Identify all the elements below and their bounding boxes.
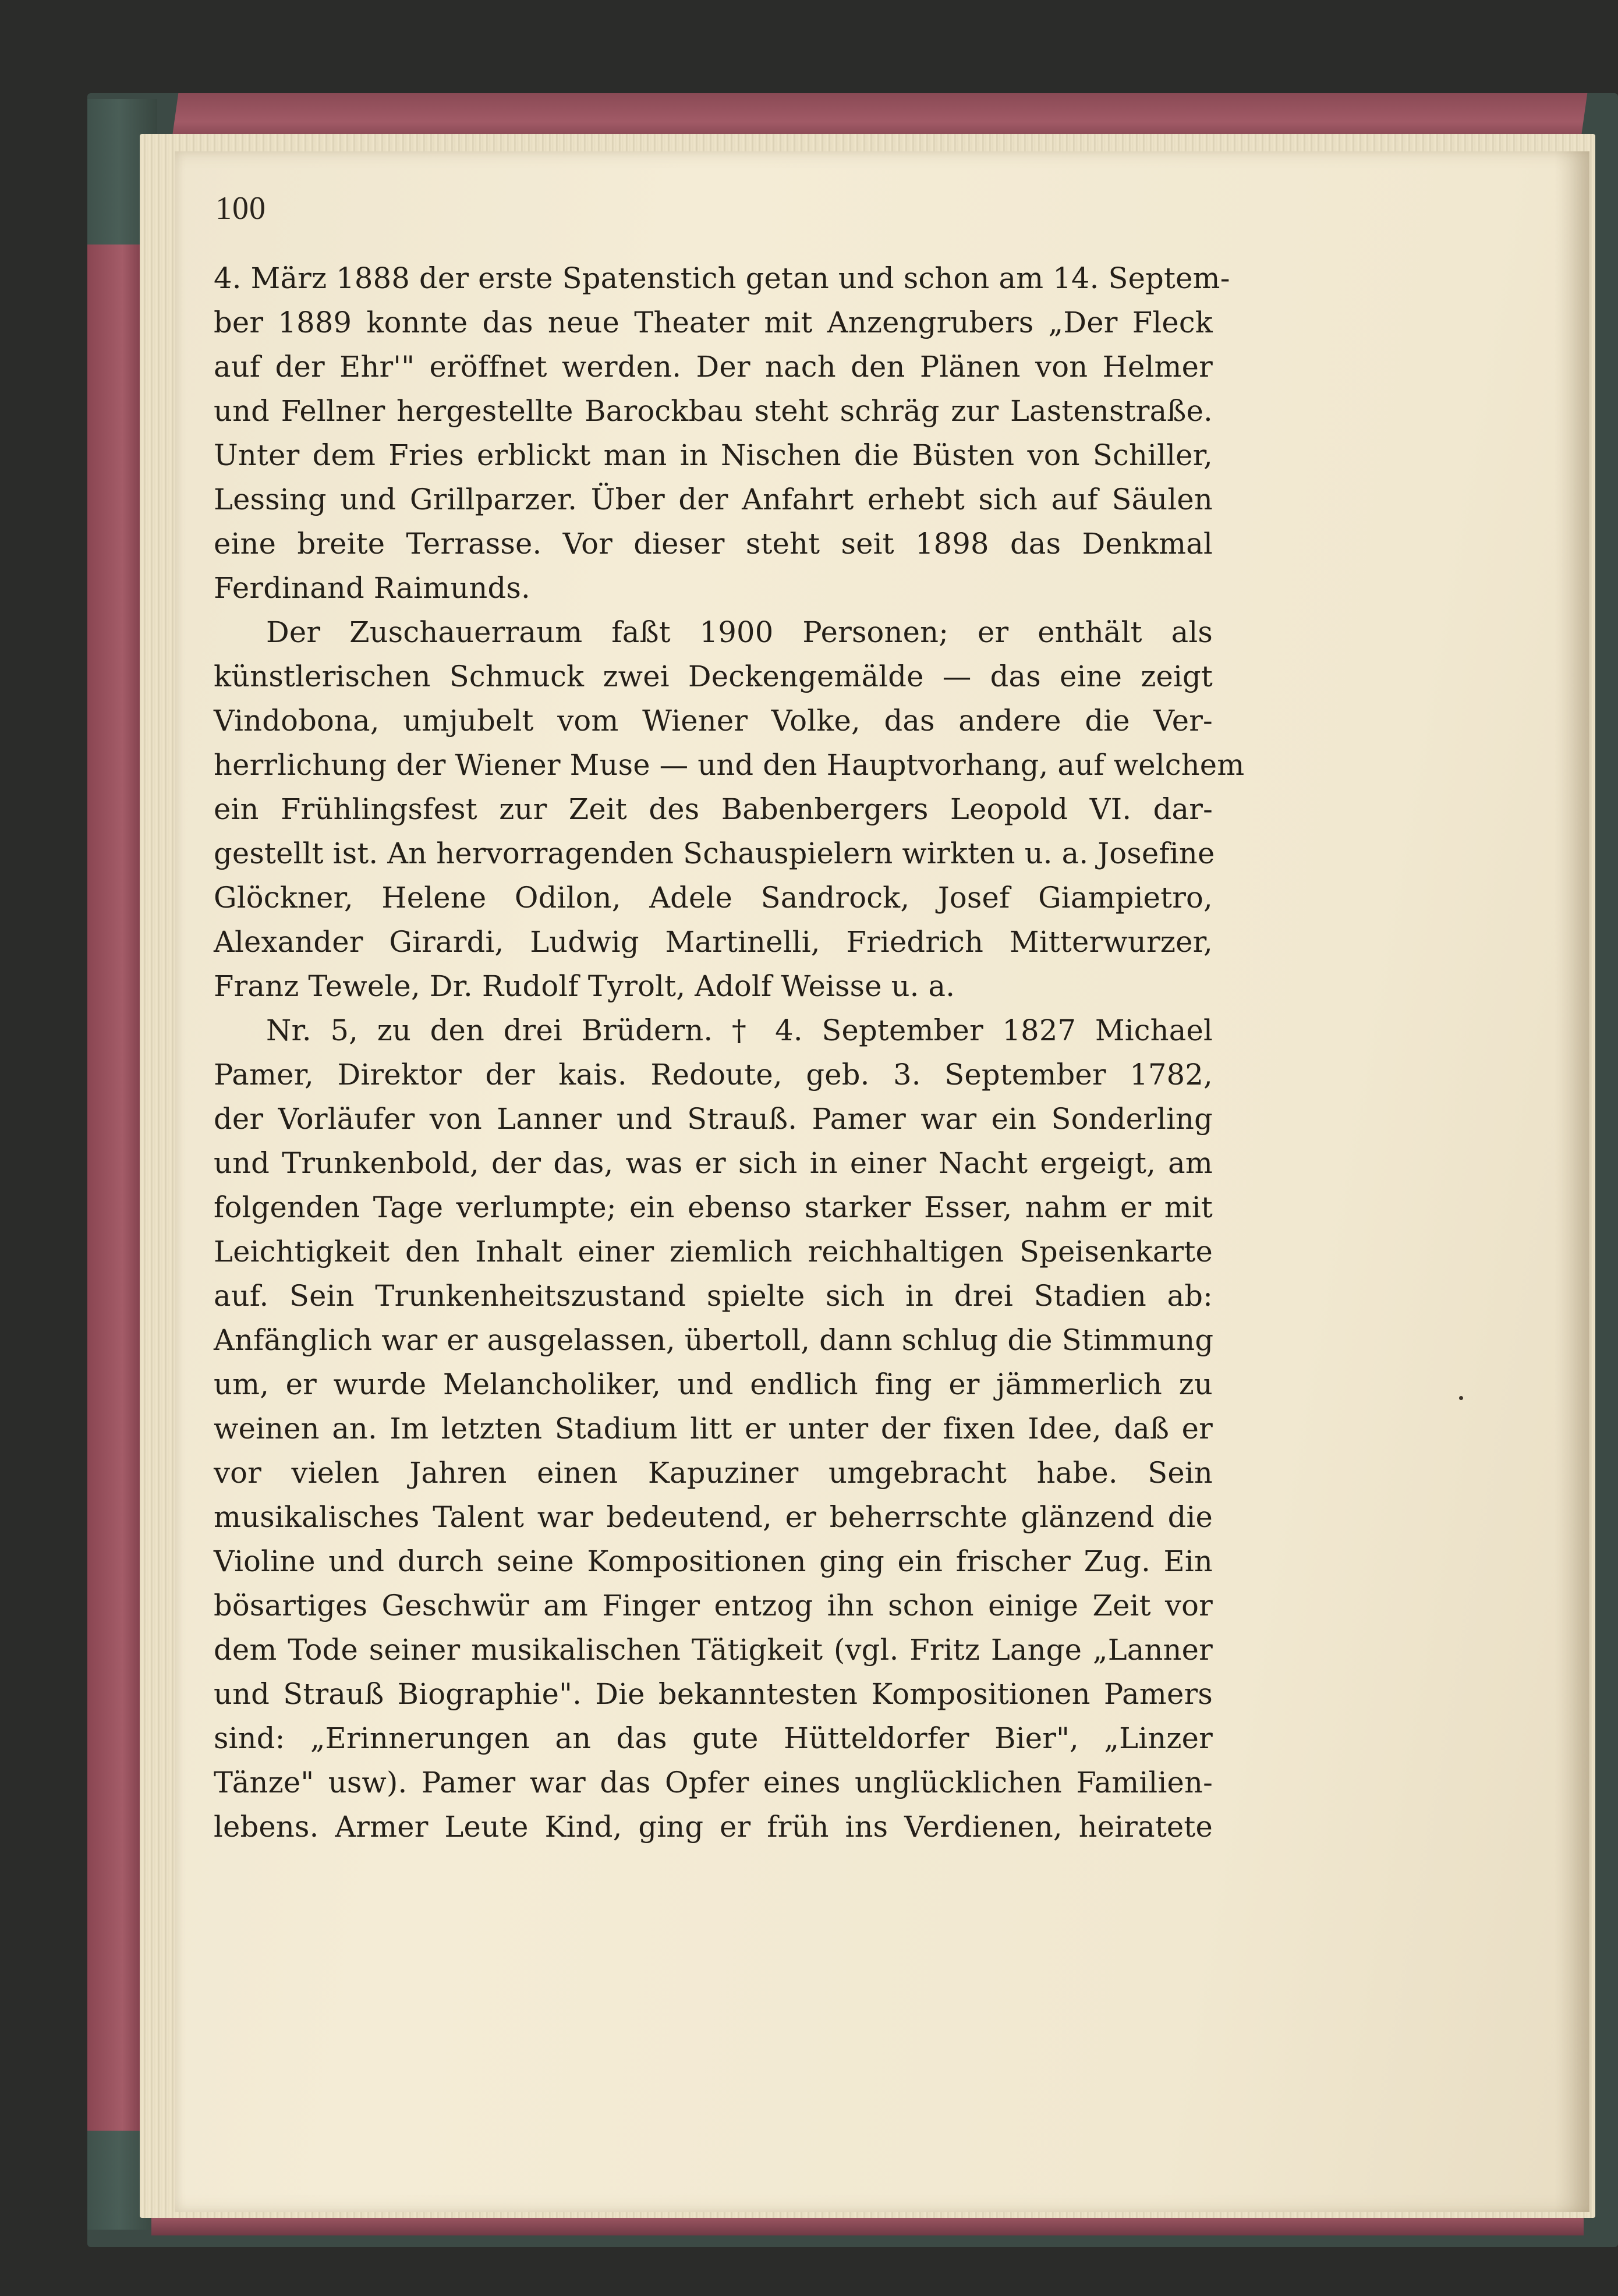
text-line: um, er wurde Melancholiker, und endlich fing er jämmerlich zu: [214, 1367, 1213, 1401]
text-line: dem Tode seiner musikalischen Tätigkeit (vgl. Fritz Lange „Lanner: [214, 1633, 1213, 1667]
text-line: und Strauß Biographie". Die bekanntesten Kompositionen Pamers: [214, 1677, 1213, 1711]
text-line: Pamer, Direktor der kais. Redoute, geb. 3. September 1782,: [214, 1058, 1213, 1092]
text-line: Vindobona, umjubelt vom Wiener Volke, das andere die Ver-: [214, 704, 1213, 738]
text-line: künstlerischen Schmuck zwei Deckengemälde — das eine zeigt: [214, 660, 1213, 693]
text-line: bösartiges Geschwür am Finger entzog ihn schon einige Zeit vor: [214, 1589, 1213, 1622]
text-line: der Vorläufer von Lanner und Strauß. Pamer war ein Sonderling: [214, 1102, 1213, 1136]
text-line: vor vielen Jahren einen Kapuziner umgebracht habe. Sein: [214, 1456, 1213, 1490]
text-line: Anfänglich war er ausgelassen, übertoll, dann schlug die Stimmung: [214, 1323, 1214, 1357]
text-line: ein Frühlingsfest zur Zeit des Babenbergers Leopold VI. dar-: [214, 792, 1213, 826]
ink-speck: [1459, 1396, 1463, 1400]
text-line: 4. März 1888 der erste Spatenstich getan und schon am 14. Septem-: [214, 261, 1230, 295]
text-line: Alexander Girardi, Ludwig Martinelli, Friedrich Mitterwurzer,: [214, 925, 1213, 959]
text-line: Tänze" usw). Pamer war das Opfer eines unglücklichen Familien-: [214, 1766, 1213, 1799]
text-line: Nr. 5, zu den drei Brüdern. † 4. September 1827 Michael: [266, 1014, 1213, 1047]
text-line: Franz Tewele, Dr. Rudolf Tyrolt, Adolf Weisse u. a.: [214, 969, 955, 1003]
text-line: sind: „Erinnerungen an das gute Hütteldorfer Bier", „Linzer: [214, 1721, 1213, 1755]
gutter-shadow: [1555, 151, 1589, 2212]
text-line: ber 1889 konnte das neue Theater mit Anzengrubers „Der Fleck: [214, 306, 1213, 339]
text-line: und Trunkenbold, der das, was er sich in einer Nacht ergeigt, am: [214, 1146, 1213, 1180]
text-line: Leichtigkeit den Inhalt einer ziemlich reichhaltigen Speisenkarte: [214, 1235, 1213, 1269]
text-line: eine breite Terrasse. Vor dieser steht seit 1898 das Denkmal: [214, 527, 1213, 561]
text-line: Lessing und Grillparzer. Über der Anfahrt erhebt sich auf Säulen: [214, 483, 1213, 516]
text-line: Der Zuschauerraum faßt 1900 Personen; er enthält als: [266, 615, 1213, 649]
text-line: lebens. Armer Leute Kind, ging er früh ins Verdienen, heiratete: [214, 1810, 1213, 1844]
text-line: auf. Sein Trunkenheitszustand spielte sich in drei Stadien ab:: [214, 1279, 1213, 1313]
text-line: gestellt ist. An hervorragenden Schauspielern wirkten u. a. Josefine: [214, 837, 1215, 870]
body-text: [214, 256, 1245, 1849]
text-line: und Fellner hergestellte Barockbau steht schräg zur Lastenstraße.: [214, 394, 1213, 428]
text-line: musikalisches Talent war bedeutend, er beherrschte glänzend die: [214, 1500, 1213, 1534]
text-line: Ferdinand Raimunds.: [214, 571, 530, 605]
text-line: weinen an. Im letzten Stadium litt er unter der fixen Idee, daß er: [214, 1412, 1213, 1445]
text-line: herrlichung der Wiener Muse — und den Hauptvorhang, auf welchem: [214, 748, 1245, 782]
text-line: folgenden Tage verlumpte; ein ebenso starker Esser, nahm er mit: [214, 1190, 1213, 1224]
text-line: auf der Ehr'" eröffnet werden. Der nach den Plänen von Helmer: [214, 350, 1213, 384]
text-line: Violine und durch seine Kompositionen ging ein frischer Zug. Ein: [214, 1544, 1213, 1578]
text-line: Glöckner, Helene Odilon, Adele Sandrock, Josef Giampietro,: [214, 881, 1213, 915]
text-line: Unter dem Fries erblickt man in Nischen die Büsten von Schiller,: [214, 438, 1213, 472]
page-number: 100: [215, 190, 266, 226]
cover-paper-left: [87, 245, 146, 2131]
